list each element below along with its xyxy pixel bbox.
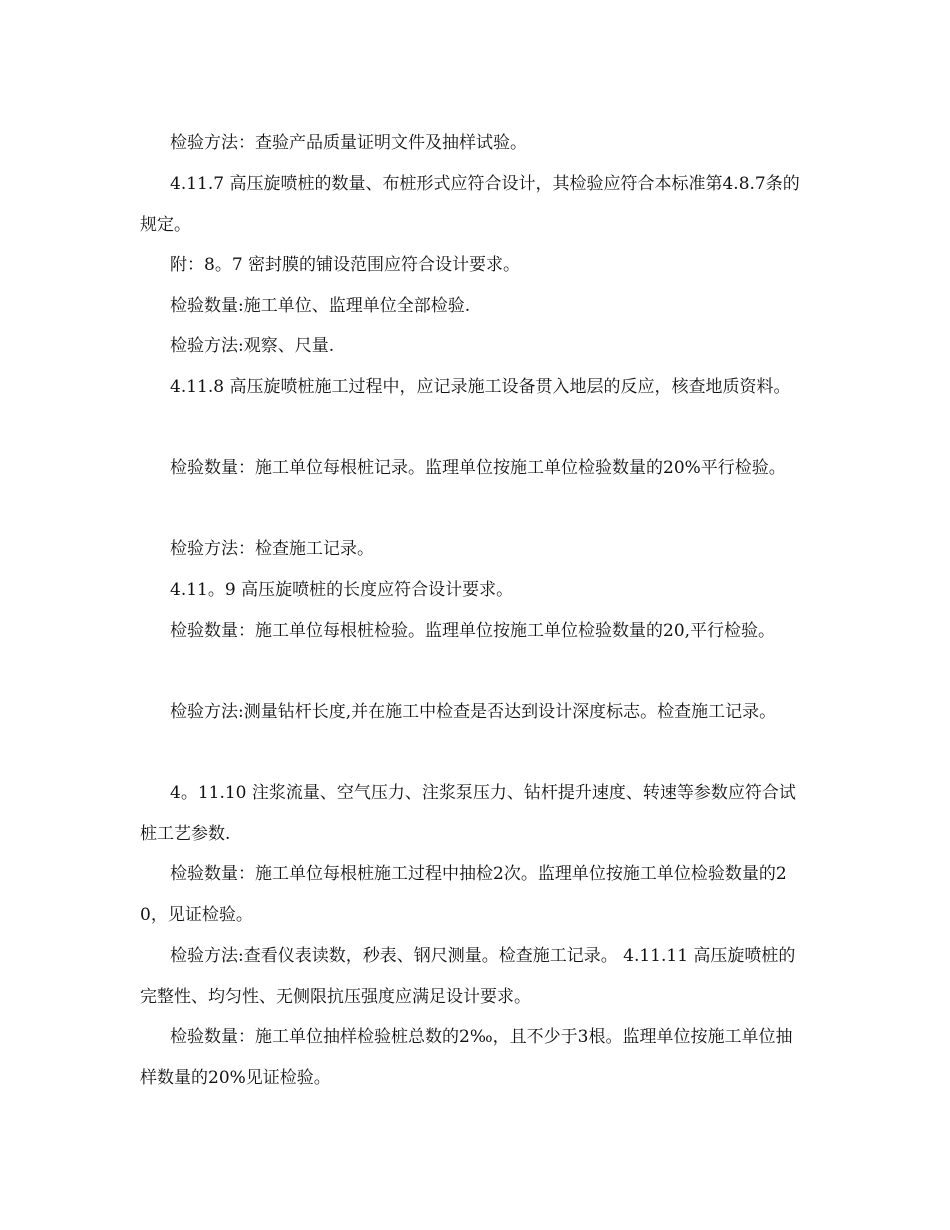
paragraph-inspection-quantity-1: 检验数量:施工单位、监理单位全部检验.	[170, 296, 471, 316]
paragraph-inspection-method-2: 检验方法:观察、尺量.	[170, 336, 335, 356]
paragraph-inspection-method-4: 检验方法:测量钻杆长度,并在施工中检查是否达到设计深度标志。检查施工记录。	[170, 702, 777, 722]
paragraph-clause-4-11-8: 4.11.8 高压旋喷桩施工过程中，应记录施工设备贯入地层的反应，核查地质资料。	[170, 377, 791, 397]
paragraph-inspection-quantity-4: 检验数量：施工单位每根桩施工过程中抽检2次。监理单位按施工单位检验数量的20，见证检验。	[140, 864, 787, 925]
paragraph-clause-4-11-9: 4.11。9 高压旋喷桩的长度应符合设计要求。	[170, 580, 514, 600]
paragraph-clause-4-11-10: 4。11.10 注浆流量、空气压力、注浆泵压力、钻杆提升速度、转速等参数应符合试桩工艺参数.	[140, 783, 796, 844]
paragraph-inspection-method-1: 检验方法：查验产品质量证明文件及抽样试验。	[170, 133, 527, 153]
paragraph-inspection-method-5: 检验方法:查看仪表读数，秒表、钢尺测量。检查施工记录。 4.11.11 高压旋喷桩的完整性、均匀性、无侧限抗压强度应满足设计要求。	[140, 946, 796, 1007]
paragraph-clause-4-11-7: 4.11.7 高压旋喷桩的数量、布桩形式应符合设计，其检验应符合本标准第4.8.7条的规定。	[140, 174, 800, 235]
paragraph-inspection-quantity-5: 检验数量：施工单位抽样检验桩总数的2‰，且不少于3根。监理单位按施工单位抽样数量的20%见证检验。	[140, 1027, 793, 1088]
paragraph-inspection-method-3: 检验方法：检查施工记录。	[170, 539, 374, 559]
paragraph-appendix-8-7: 附：8。7 密封膜的铺设范围应符合设计要求。	[170, 255, 521, 275]
paragraph-inspection-quantity-3: 检验数量：施工单位每根桩检验。监理单位按施工单位检验数量的20,平行检验。	[170, 621, 776, 641]
paragraph-inspection-quantity-2: 检验数量：施工单位每根桩记录。监理单位按施工单位检验数量的20%平行检验。	[170, 458, 786, 478]
